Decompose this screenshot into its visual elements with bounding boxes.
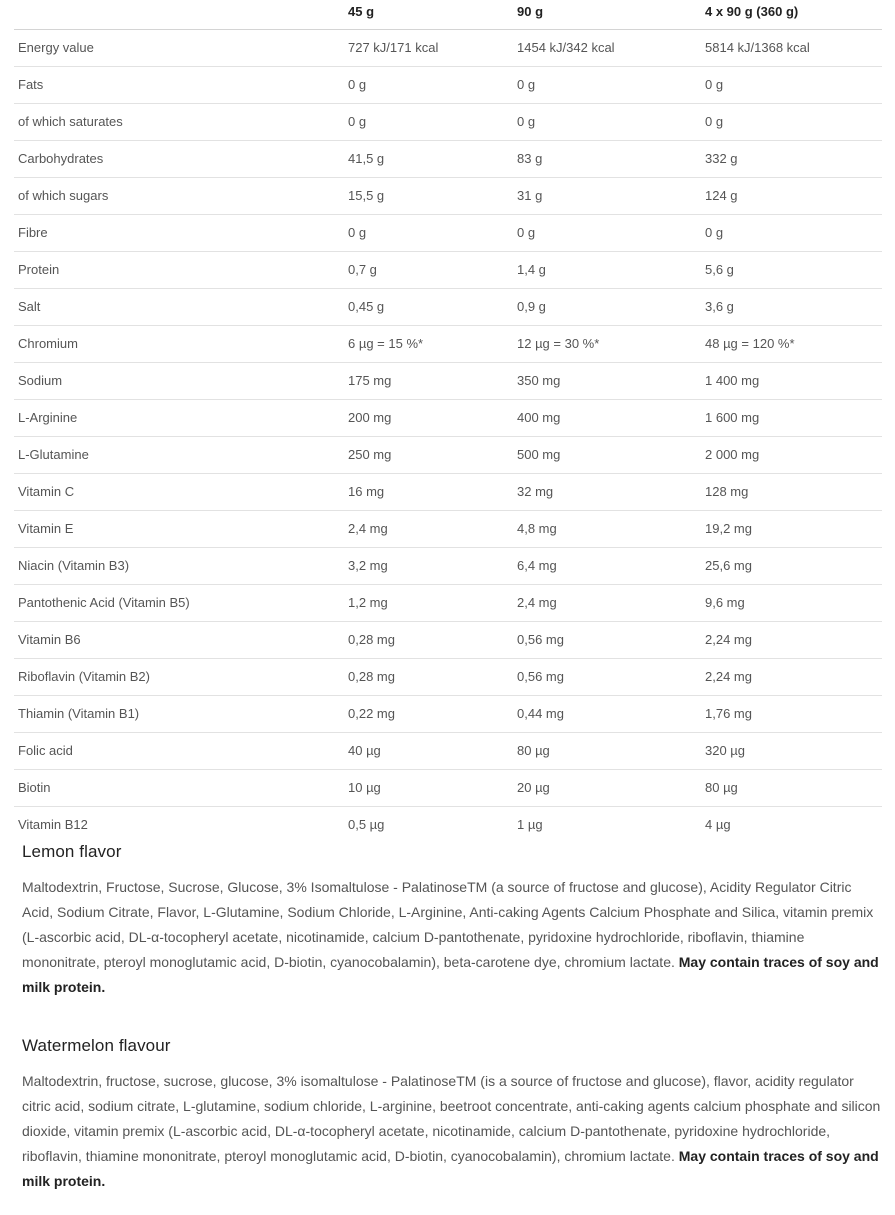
nutrient-value: 0,7 g	[348, 262, 377, 277]
nutrient-name: Vitamin B12	[18, 817, 88, 832]
nutrient-value: 1454 kJ/342 kcal	[517, 40, 615, 55]
nutrient-name: L-Arginine	[18, 410, 78, 425]
nutrient-value: 0,56 mg	[517, 632, 564, 647]
header-cell-45g: 45 g	[348, 4, 375, 19]
nutrient-name: Vitamin B6	[18, 632, 81, 647]
table-row	[14, 622, 882, 659]
lemon-flavor-section	[22, 842, 884, 1000]
nutrient-value: 332 g	[705, 151, 738, 166]
nutrient-name: Protein	[18, 262, 60, 277]
nutrient-value: 400 mg	[517, 410, 561, 425]
nutrient-name: Salt	[18, 299, 41, 314]
table-row	[14, 807, 882, 844]
nutrient-name: of which saturates	[18, 114, 123, 129]
nutrient-value: 0 g	[705, 114, 724, 129]
watermelon-flavor-title: Watermelon flavour	[22, 1036, 171, 1055]
nutrient-value: 2,24 mg	[705, 632, 752, 647]
nutrient-value: 128 mg	[705, 484, 749, 499]
nutrient-name: Carbohydrates	[18, 151, 104, 166]
nutrient-value: 41,5 g	[348, 151, 385, 166]
nutrient-value: 0 g	[517, 114, 536, 129]
nutrient-value: 1 µg	[517, 817, 543, 832]
nutrient-value: 2 000 mg	[705, 447, 760, 462]
nutrient-value: 16 mg	[348, 484, 385, 499]
table-row	[14, 437, 882, 474]
nutrient-value: 0,28 mg	[348, 669, 395, 684]
lemon-flavor-title: Lemon flavor	[22, 842, 122, 861]
nutrient-value: 20 µg	[517, 780, 550, 795]
nutrient-value: 48 µg = 120 %*	[705, 336, 795, 351]
table-row	[14, 474, 882, 511]
header-cell-360g: 4 x 90 g (360 g)	[705, 4, 799, 19]
lemon-ingredients	[22, 875, 884, 1000]
nutrient-value: 1,76 mg	[705, 706, 752, 721]
nutrient-name: Chromium	[18, 336, 78, 351]
nutrient-name: of which sugars	[18, 188, 109, 203]
table-row	[14, 733, 882, 770]
nutrition-table	[14, 0, 882, 844]
nutrient-value: 83 g	[517, 151, 543, 166]
nutrient-value: 10 µg	[348, 780, 381, 795]
nutrient-value: 0,5 µg	[348, 817, 385, 832]
nutrient-value: 9,6 mg	[705, 595, 745, 610]
table-row	[14, 696, 882, 733]
table-row	[14, 363, 882, 400]
nutrient-value: 2,24 mg	[705, 669, 752, 684]
nutrient-value: 0 g	[517, 77, 536, 92]
nutrient-value: 0,56 mg	[517, 669, 564, 684]
nutrient-name: Vitamin C	[18, 484, 75, 499]
nutrient-value: 2,4 mg	[348, 521, 388, 536]
nutrient-value: 727 kJ/171 kcal	[348, 40, 439, 55]
nutrient-value: 0 g	[348, 114, 367, 129]
nutrient-value: 200 mg	[348, 410, 392, 425]
nutrient-value: 32 mg	[517, 484, 554, 499]
nutrient-value: 25,6 mg	[705, 558, 752, 573]
nutrient-name: Energy value	[18, 40, 94, 55]
nutrient-value: 4 µg	[705, 817, 731, 832]
nutrient-value: 0 g	[348, 77, 367, 92]
nutrient-name: Riboflavin (Vitamin B2)	[18, 669, 150, 684]
nutrient-value: 80 µg	[705, 780, 738, 795]
nutrient-value: 6 µg = 15 %*	[348, 336, 424, 351]
nutrient-value: 3,6 g	[705, 299, 734, 314]
nutrient-name: L-Glutamine	[18, 447, 89, 462]
table-row	[14, 215, 882, 252]
nutrient-value: 1,2 mg	[348, 595, 388, 610]
table-row	[14, 326, 882, 363]
nutrient-value: 250 mg	[348, 447, 392, 462]
nutrient-value: 5814 kJ/1368 kcal	[705, 40, 810, 55]
nutrient-value: 5,6 g	[705, 262, 734, 277]
table-row	[14, 252, 882, 289]
nutrient-value: 0,9 g	[517, 299, 546, 314]
nutrient-value: 3,2 mg	[348, 558, 388, 573]
nutrient-value: 0 g	[517, 225, 536, 240]
nutrient-value: 320 µg	[705, 743, 746, 758]
nutrient-name: Pantothenic Acid (Vitamin B5)	[18, 595, 190, 610]
header-cell-90g: 90 g	[517, 4, 544, 19]
nutrient-value: 1,4 g	[517, 262, 546, 277]
nutrient-value: 0,45 g	[348, 299, 385, 314]
nutrient-value: 0 g	[705, 77, 724, 92]
table-body	[14, 30, 882, 844]
nutrient-value: 0,28 mg	[348, 632, 395, 647]
nutrient-name: Folic acid	[18, 743, 73, 758]
table-row	[14, 289, 882, 326]
nutrient-value: 0,44 mg	[517, 706, 564, 721]
table-header-row	[14, 0, 882, 30]
watermelon-ingredients-text: Maltodextrin, fructose, sucrose, glucose, 3% isomaltulose - PalatinoseTM (is a source of fructose and glucose), flavor, acidity regulator citric acid, sodium citrate, L-glutamine, sodium chloride, L-arginine, beetroot concentrate, anti-caking agents calcium phosphate and silicon dioxide, vitamin premix (L-ascorbic acid, DL-α-tocopheryl acetate, nicotinamide, calcium D-pantothenate, pyridoxine hydrochloride, riboflavin, thiamine mononitrate, pteroyl monoglutamic acid, D-biotin, cyanocobalamin), chromium lactate.	[22, 1073, 881, 1164]
watermelon-ingredients	[22, 1069, 884, 1194]
nutrient-name: Fats	[18, 77, 44, 92]
table-row	[14, 400, 882, 437]
table-row	[14, 141, 882, 178]
nutrient-value: 31 g	[517, 188, 543, 203]
nutrient-value: 19,2 mg	[705, 521, 752, 536]
nutrient-value: 0 g	[348, 225, 367, 240]
nutrient-name: Thiamin (Vitamin B1)	[18, 706, 140, 721]
table-row	[14, 178, 882, 215]
nutrient-name: Vitamin E	[18, 521, 74, 536]
table-row	[14, 511, 882, 548]
nutrient-value: 1 400 mg	[705, 373, 760, 388]
nutrient-name: Fibre	[18, 225, 48, 240]
nutrient-value: 80 µg	[517, 743, 550, 758]
nutrient-value: 0 g	[705, 225, 724, 240]
nutrient-name: Biotin	[18, 780, 51, 795]
table-row	[14, 548, 882, 585]
lemon-allergen-warning: May contain traces of soy and milk protein.	[22, 954, 879, 995]
nutrient-value: 124 g	[705, 188, 738, 203]
table-row	[14, 659, 882, 696]
table-row	[14, 67, 882, 104]
nutrient-value: 12 µg = 30 %*	[517, 336, 600, 351]
nutrient-value: 500 mg	[517, 447, 561, 462]
lemon-ingredients-text: Maltodextrin, Fructose, Sucrose, Glucose, 3% Isomaltulose - PalatinoseTM (a source of fructose and glucose), Acidity Regulator Citric Acid, Sodium Citrate, Flavor, L-Glutamine, Sodium Chloride, L-Arginine, Anti-caking Agents Calcium Phosphate and Silica, vitamin premix (L-ascorbic acid, DL-α-tocopheryl acetate, nicotinamide, calcium D-pantothenate, pyridoxine hydrochloride, riboflavin, thiamine mononitrate, pteroyl monoglutamic acid, D-biotin, cyanocobalamin), beta-carotene dye, chromium lactate.	[22, 879, 874, 970]
nutrient-value: 175 mg	[348, 373, 392, 388]
watermelon-allergen-warning: May contain traces of soy and milk protein.	[22, 1148, 879, 1189]
watermelon-flavor-section	[22, 1036, 884, 1194]
nutrient-value: 2,4 mg	[517, 595, 557, 610]
nutrient-value: 40 µg	[348, 743, 381, 758]
nutrient-name: Sodium	[18, 373, 63, 388]
table-row	[14, 104, 882, 141]
nutrient-value: 0,22 mg	[348, 706, 395, 721]
nutrient-value: 350 mg	[517, 373, 561, 388]
table-row	[14, 770, 882, 807]
nutrient-value: 15,5 g	[348, 188, 385, 203]
nutrient-value: 4,8 mg	[517, 521, 557, 536]
nutrient-value: 1 600 mg	[705, 410, 760, 425]
table-row	[14, 585, 882, 622]
nutrient-name: Niacin (Vitamin B3)	[18, 558, 130, 573]
table-row	[14, 30, 882, 67]
nutrient-value: 6,4 mg	[517, 558, 557, 573]
